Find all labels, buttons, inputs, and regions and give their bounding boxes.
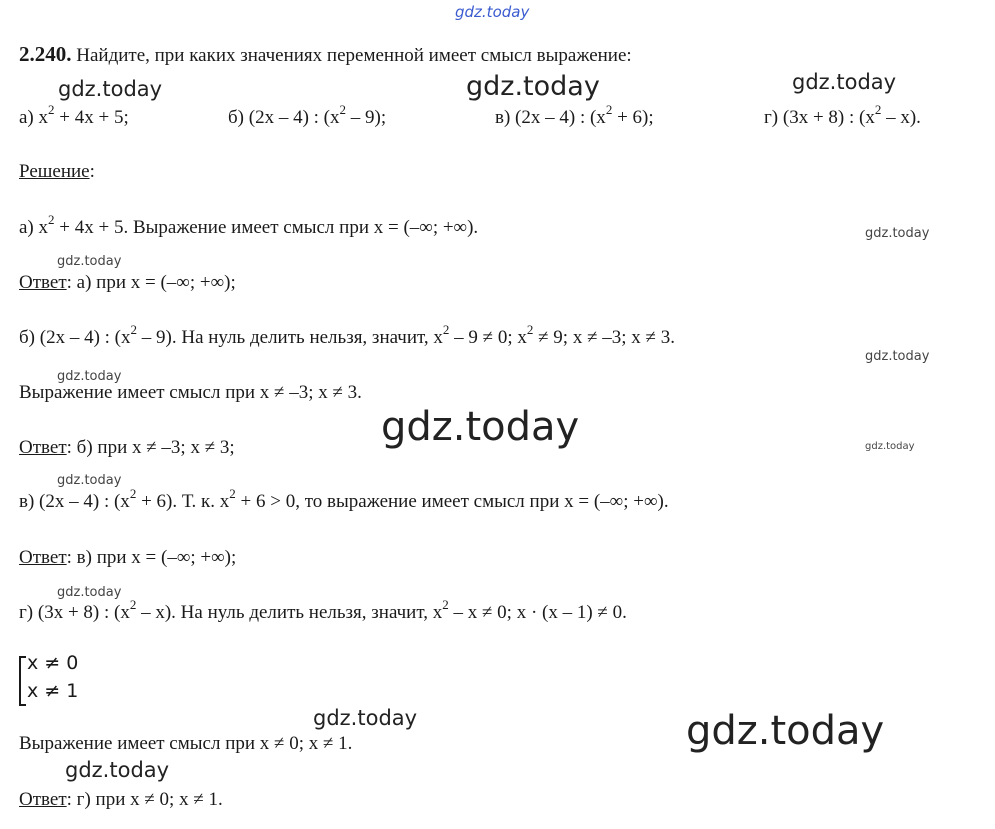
watermark-top: gdz.today	[455, 3, 530, 21]
option-v: в) (2x – 4) : $(x^2 + 6)$;	[495, 101, 654, 128]
condition-2: x ≠ 1	[27, 680, 79, 702]
answer-b: Ответ: б) при x ≠ –3; x ≠ 3;	[19, 437, 235, 458]
solution-a: а) $x^2 + 4x + 5$. Выражение имеет смысл при x = (–∞; +∞).	[19, 211, 479, 238]
watermark: gdz.today	[57, 473, 122, 488]
bracket-icon	[19, 656, 26, 706]
watermark: gdz.today	[865, 349, 930, 364]
answer-v: Ответ: в) при x = (–∞; +∞);	[19, 547, 237, 568]
option-a: а) $x^2 + 4x + 5$;	[19, 101, 129, 128]
solution-heading: Решение:	[19, 161, 95, 182]
watermark: gdz.today	[865, 226, 930, 241]
watermark: gdz.today	[65, 758, 170, 782]
watermark: gdz.today	[57, 369, 122, 384]
problem-number: 2.240.	[19, 42, 72, 66]
condition-system	[17, 652, 107, 704]
answer-g: Ответ: г) при x ≠ 0; x ≠ 1.	[19, 789, 223, 810]
watermark: gdz.today	[865, 441, 915, 452]
watermark: gdz.today	[57, 585, 122, 600]
problem-statement	[19, 44, 632, 65]
result-g: Выражение имеет смысл при x ≠ 0; x ≠ 1.	[19, 733, 353, 754]
option-b: б) (2x – 4) : $(x^2 - 9)$;	[228, 101, 387, 128]
watermark: gdz.today	[58, 77, 163, 101]
watermark: gdz.today	[686, 708, 885, 754]
watermark: gdz.today	[381, 404, 580, 450]
solution-v: в) (2x – 4) : $(x^2 + 6)$. Т. к. $x^2 + 6 > 0$, то выражение имеет смысл при x = (–∞; +∞).	[19, 485, 669, 512]
option-g: г) (3x + 8) : $(x^2 - x)$.	[764, 101, 921, 128]
condition-1: x ≠ 0	[27, 652, 79, 674]
solution-b: б) (2x – 4) : $(x^2 - 9)$. На нуль делить нельзя, значит, $x^2 - 9 \ne 0$; $x^2 \ne 9$; x ≠ –3; x ≠ 3.	[19, 321, 675, 348]
problem-text: Найдите, при каких значениях переменной имеет смысл выражение:	[71, 45, 632, 66]
watermark: gdz.today	[466, 71, 600, 102]
watermark: gdz.today	[792, 70, 897, 94]
watermark: gdz.today	[313, 706, 418, 730]
answer-a: Ответ: а) при x = (–∞; +∞);	[19, 272, 236, 293]
result-b: Выражение имеет смысл при x ≠ –3; x ≠ 3.	[19, 382, 362, 403]
watermark: gdz.today	[57, 254, 122, 269]
solution-g: г) (3x + 8) : $(x^2 - x)$. На нуль делить нельзя, значит, $x^2 - x \ne 0$; x · (x – 1) ≠ 0.	[19, 596, 627, 623]
